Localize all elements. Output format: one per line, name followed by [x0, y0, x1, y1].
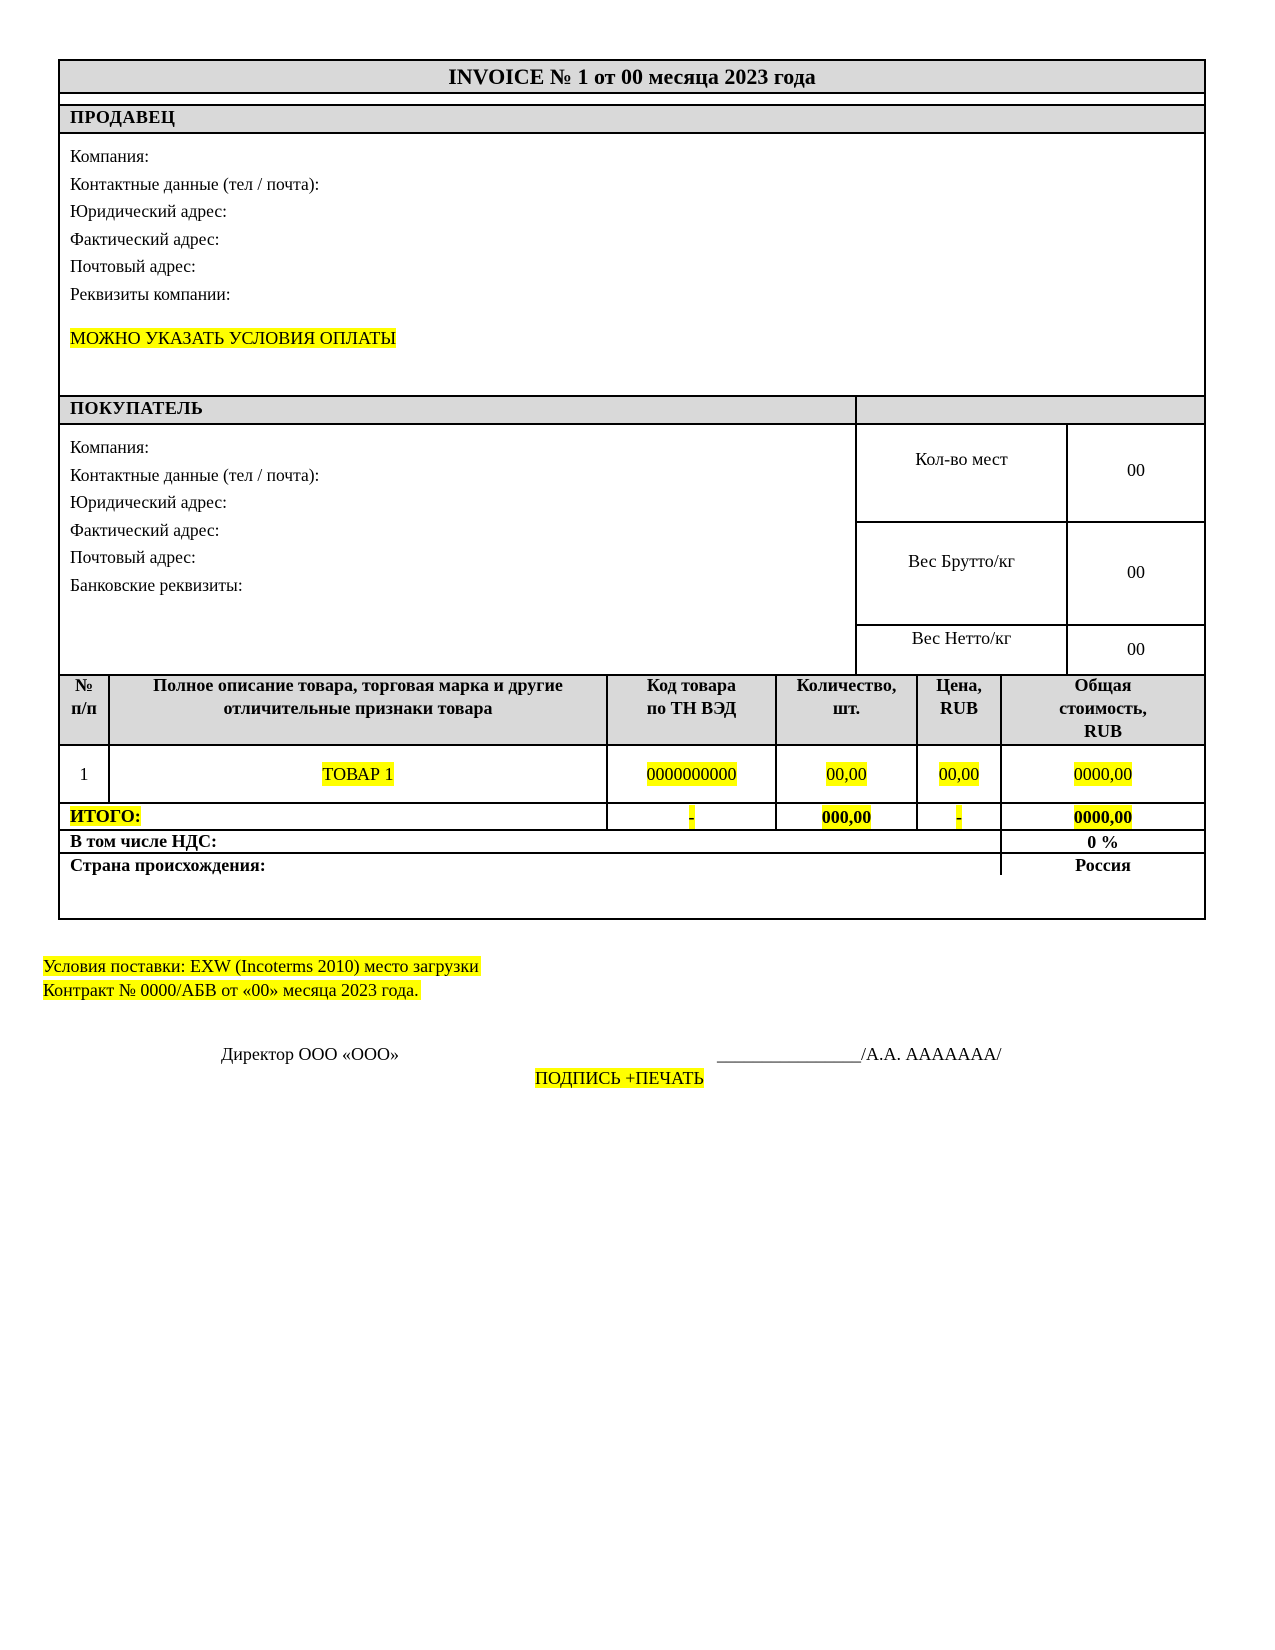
buyer-bank-label: Банковские реквизиты:: [70, 574, 243, 595]
net-weight-value: 00: [1127, 639, 1145, 659]
seller-legal-address-label: Юридический адрес:: [70, 201, 228, 221]
col-header-price: Цена, RUB: [936, 675, 982, 718]
buyer-details: [70, 434, 319, 599]
buyer-company-label: Компания:: [70, 437, 150, 457]
invoice-title: INVOICE № 1 от 00 месяца 2023 года: [448, 64, 816, 89]
seller-contacts-label: Контактные данные (тел / почта):: [70, 173, 320, 194]
col-header-total: Общая стоимость, RUB: [1059, 675, 1147, 741]
payment-terms-note: МОЖНО УКАЗАТЬ УСЛОВИЯ ОПЛАТЫ: [70, 328, 397, 348]
totals-quantity: 000,00: [821, 806, 872, 827]
row-price: 00,00: [938, 764, 980, 784]
buyer-postal-address-label: Почтовый адрес:: [70, 547, 196, 567]
totals-price: -: [956, 806, 962, 827]
delivery-terms: Условия поставки: EXW (Incoterms 2010) место загрузки: [43, 956, 479, 976]
seller-details: [70, 143, 319, 308]
places-label: Кол-во мест: [915, 449, 1008, 469]
col-header-number: № п/п: [71, 675, 97, 718]
origin-value: Россия: [1075, 855, 1131, 875]
vat-label: В том числе НДС:: [70, 831, 218, 851]
totals-hs-code: -: [688, 806, 695, 827]
col-header-hs-code: Код товара по ТН ВЭД: [646, 675, 737, 718]
col-header-description: Полное описание товара, торговая марка и другие отличительные признаки товара: [153, 675, 563, 718]
seller-head-band: [60, 105, 1204, 133]
totals-total: 0000,00: [1073, 806, 1133, 827]
row-number: 1: [79, 764, 89, 784]
seller-requisites-label: Реквизиты компании:: [70, 283, 231, 304]
col-header-quantity: Количество, шт.: [796, 675, 897, 718]
row-hs-code: 0000000000: [646, 764, 737, 784]
origin-label: Страна происхождения:: [70, 855, 266, 875]
invoice-frame: [58, 59, 1206, 920]
buyer-actual-address-label: Фактический адрес:: [70, 519, 220, 540]
buyer-heading: ПОКУПАТЕЛЬ: [70, 398, 204, 418]
director-title: Директор ООО «ООО»: [221, 1044, 400, 1064]
buyer-contacts-label: Контактные данные (тел / почта):: [70, 464, 320, 485]
seller-actual-address-label: Фактический адрес:: [70, 228, 220, 249]
seller-heading: ПРОДАВЕЦ: [70, 107, 176, 127]
signature-line: ________________/А.А. ААААААА/: [717, 1044, 1002, 1064]
totals-label: ИТОГО:: [70, 806, 141, 826]
seller-postal-address-label: Почтовый адрес:: [70, 256, 196, 276]
seller-company-label: Компания:: [70, 146, 150, 166]
signature-stamp-note: ПОДПИСЬ +ПЕЧАТЬ: [535, 1068, 704, 1088]
places-value: 00: [1127, 460, 1145, 480]
gross-weight-label: Вес Брутто/кг: [908, 551, 1015, 571]
vat-value: 0 %: [1087, 831, 1119, 852]
row-description: ТОВАР 1: [322, 764, 394, 784]
delivery-block: [43, 954, 481, 1002]
gross-weight-value: 00: [1127, 562, 1145, 582]
row-total: 0000,00: [1073, 764, 1133, 784]
row-quantity: 00,00: [826, 764, 867, 784]
net-weight-label: Вес Нетто/кг: [911, 628, 1012, 648]
contract-reference: Контракт № 0000/АБВ от «00» месяца 2023 года.: [43, 980, 419, 1000]
buyer-head-band: [60, 396, 1204, 424]
buyer-legal-address-label: Юридический адрес:: [70, 492, 228, 512]
